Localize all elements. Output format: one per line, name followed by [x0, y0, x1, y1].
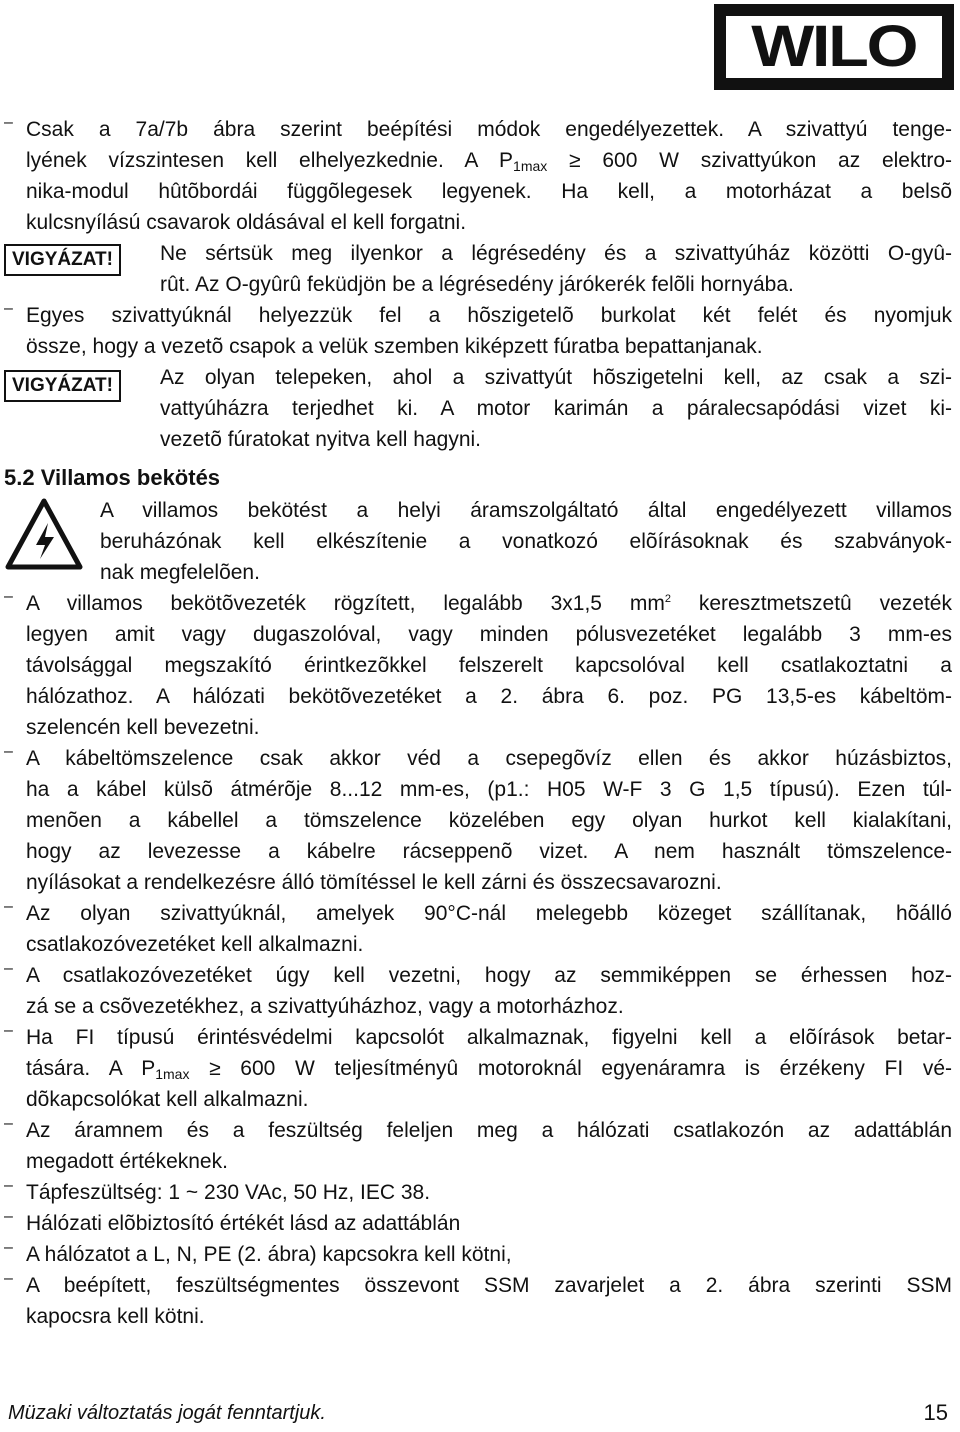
text-line: hogy az levezesse a kábelre rácseppenõ vizet. A nem használt tömszelence- — [26, 840, 952, 863]
text-line: össze, hogy a vezetõ csapok a velük szemben kiképzett fúratba bepattanjanak. — [26, 335, 763, 358]
warning-badge: VIGYÁZAT! — [4, 370, 121, 402]
text-line: hálózathoz. A hálózati bekötõvezetéket a 2. ábra 6. poz. PG 13,5-es kábeltöm- — [26, 685, 952, 708]
text-line: dõkapcsolókat kell alkalmazni. — [26, 1088, 309, 1111]
bullet-item — [0, 1208, 952, 1239]
text-line: nika-modul hûtõbordái függõlegesek legyenek. Ha kell, a motorházat a belsõ — [26, 180, 952, 203]
bullet-dash: – — [4, 1239, 13, 1256]
bullet-item — [0, 114, 952, 238]
bullet-item — [0, 1270, 952, 1332]
footer-note: Müzaki változtatás jogát fenntartjuk. — [8, 1402, 326, 1424]
page-content — [0, 114, 960, 1332]
bullet-dash: – — [4, 300, 13, 317]
bullet-item — [0, 588, 952, 743]
bullet-dash: – — [4, 1177, 13, 1194]
warning-badge: VIGYÁZAT! — [4, 244, 121, 276]
text-line: Hálózati elõbiztosító értékét lásd az adattáblán — [26, 1212, 461, 1235]
bullet-dash: – — [4, 898, 13, 915]
bullet-item — [0, 300, 952, 362]
bullet-item — [0, 743, 952, 898]
text-line: nak megfelelõen. — [100, 561, 260, 584]
text-line: vattyúházra terjedhet ki. A motor karimán a páralecsapódási vizet ki- — [160, 397, 952, 420]
text-line: Tápfeszültség: 1 ~ 230 VAc, 50 Hz, IEC 38. — [26, 1181, 431, 1204]
bullet-dash: – — [4, 114, 13, 131]
text-line: Csak a 7a/7b ábra szerint beépítési módok engedélyezettek. A szivattyú tenge- — [26, 118, 952, 141]
bullet-item — [0, 898, 952, 960]
text-line: A villamos bekötést a helyi áramszolgáltató által engedélyezett villamos — [100, 499, 952, 522]
text-line: csatlakozóvezetéket kell alkalmazni. — [26, 933, 364, 956]
text-line: rût. Az O-gyûrû feküdjön be a légrésedény járókerék felõli hornyába. — [160, 273, 794, 296]
text-line: A csatlakozóvezetéket úgy kell vezetni, hogy az semmiképpen se érhessen hoz- — [26, 964, 952, 987]
text-line: Az olyan szivattyúknál, amelyek 90°C-nál melegebb közeget szállítanak, hõálló — [26, 902, 952, 925]
text-line: távolsággal megszakító érintkezõkkel felszerelt kapcsolóval kell csatlakoztatni a — [26, 654, 952, 677]
electrical-warning-block — [0, 495, 952, 588]
bullet-item — [0, 960, 952, 1022]
text-line: tására. A $P_{1max} \ge 600$ W teljesítményû motoroknál egyenáramra is érzékeny FI vé- — [26, 1057, 952, 1082]
text-line: Ne sértsük meg ilyenkor a légrésedény és a szivattyúház közötti O-gyû- — [160, 242, 952, 265]
text-line: menõen a kábellel a tömszelence közelében egy olyan hurkot kell kialakítani, — [26, 809, 952, 832]
bullet-item — [0, 1239, 952, 1270]
warning-block — [0, 362, 960, 455]
bullet-dash: – — [4, 1022, 13, 1039]
text-line: nyílásokat a rendelkezésre álló tömítéssel le kell zárni és összecsavarozni. — [26, 871, 722, 894]
bullet-item — [0, 1115, 952, 1177]
section-heading: 5.2 Villamos bekötés — [4, 465, 221, 490]
text-line: A villamos bekötõvezeték rögzített, legalább 3x1,5 $mm^2$ keresztmetszetû vezeték — [26, 592, 952, 615]
text-line: vezetõ fúratokat nyitva kell hagyni. — [160, 428, 482, 451]
text-line: Egyes szivattyúknál helyezzük fel a hõszigetelõ burkolat két felét és nyomjuk — [26, 304, 952, 327]
wilo-logo — [714, 4, 954, 90]
electric-hazard-icon — [4, 497, 84, 571]
text-line: beruházónak kell elkészítenie a vonatkozó elõírásoknak és szabványok- — [100, 530, 952, 553]
text-line: Az olyan telepeken, ahol a szivattyút hõszigetelni kell, az csak a szi- — [160, 366, 952, 389]
text-line: Ha FI típusú érintésvédelmi kapcsolót alkalmaznak, figyelni kell a elõírások betar- — [26, 1026, 952, 1049]
bullet-item — [0, 1022, 952, 1115]
text-line: Az áramnem és a feszültség feleljen meg a hálózati csatlakozón az adattáblán — [26, 1119, 952, 1142]
text-line: A hálózatot a L, N, PE (2. ábra) kapcsokra kell kötni, — [26, 1243, 512, 1266]
warning-block — [0, 238, 960, 300]
text-line: kulcsnyílású csavarok oldásával el kell forgatni. — [26, 211, 467, 234]
text-line: megadott értékeknek. — [26, 1150, 228, 1173]
text-line: zá se a csõvezetékhez, a szivattyúházhoz, vagy a motorházhoz. — [26, 995, 624, 1018]
logo-text: WILO — [751, 14, 917, 79]
page-number: 15 — [923, 1400, 948, 1425]
bullet-item — [0, 1177, 952, 1208]
text-line: kapocsra kell kötni. — [26, 1305, 205, 1328]
text-line: legyen amit vagy dugaszolóval, vagy minden pólusvezetéket legalább 3 mm-es — [26, 623, 952, 646]
text-line: ha a kábel külsõ átmérõje 8...12 mm-es, (p1.: H05 W-F 3 G 1,5 típusú). Ezen túl- — [26, 778, 952, 801]
text-line: A beépített, feszültségmentes összevont SSM zavarjelet a 2. ábra szerinti SSM — [26, 1274, 952, 1297]
bullet-dash: – — [4, 960, 13, 977]
bullet-dash: – — [4, 1115, 13, 1132]
text-line: A kábeltömszelence csak akkor véd a csepegõvíz ellen és akkor húzásbiztos, — [26, 747, 952, 770]
bullet-dash: – — [4, 1208, 13, 1225]
text-line: lyének vízszintesen kell elhelyezkednie. A $P_{1max} \ge 600$ W szivattyúkon az elektro- — [26, 149, 952, 174]
bullet-dash: – — [4, 1270, 13, 1287]
text-line: szelencén kell bevezetni. — [26, 716, 260, 739]
bullet-dash: – — [4, 743, 13, 760]
bullet-dash: – — [4, 588, 13, 605]
